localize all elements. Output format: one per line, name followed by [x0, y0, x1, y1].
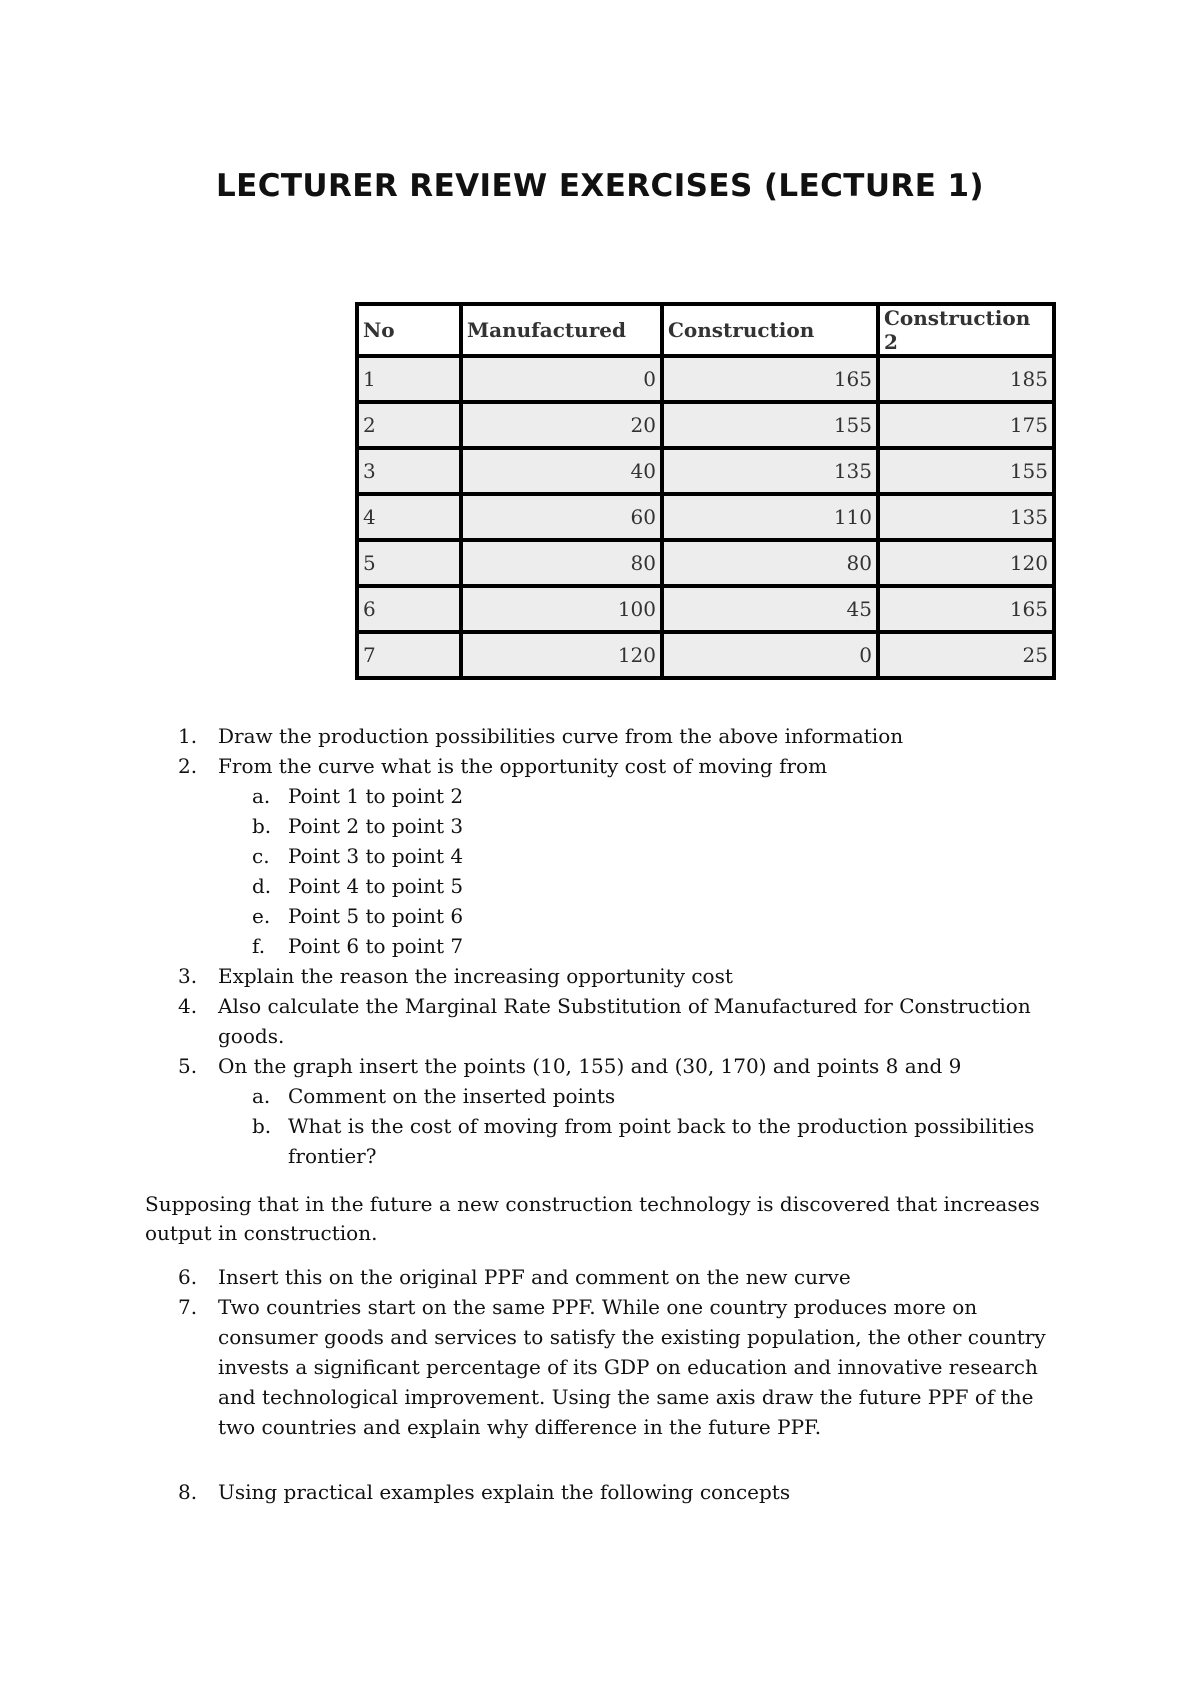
question-item — [178, 751, 1058, 781]
question-list-2 — [178, 1262, 1058, 1442]
question-number: 5. — [178, 1054, 198, 1078]
sub-question-letter: f. — [252, 934, 266, 958]
question-list-3 — [178, 1477, 1058, 1507]
question-number: 1. — [178, 724, 198, 748]
question-number: 4. — [178, 994, 198, 1018]
page-title: LECTURER REVIEW EXERCISES (LECTURE 1) — [215, 168, 985, 204]
question-number: 8. — [178, 1480, 198, 1504]
question-text: Explain the reason the increasing opportunity cost — [218, 964, 733, 988]
cell-no: 5 — [357, 540, 461, 586]
question-text: Draw the production possibilities curve from the above information — [218, 724, 904, 748]
question-item — [178, 1051, 1058, 1081]
table-row — [357, 448, 1054, 494]
sub-question-text: Point 6 to point 7 — [288, 934, 464, 958]
question-item — [178, 1477, 1058, 1507]
sub-question-text: Point 2 to point 3 — [288, 814, 464, 838]
question-number: 2. — [178, 754, 198, 778]
cell-manufactured: 100 — [461, 586, 662, 632]
question-text: On the graph insert the points (10, 155) and (30, 170) and points 8 and 9 — [218, 1054, 962, 1078]
sub-question-item — [178, 811, 1058, 841]
sub-question-text: Point 5 to point 6 — [288, 904, 464, 928]
table-header-row — [357, 304, 1054, 356]
cell-manufactured: 120 — [461, 632, 662, 678]
header-construction: Construction — [662, 304, 878, 356]
sub-question-text: Comment on the inserted points — [288, 1084, 616, 1108]
cell-manufactured: 20 — [461, 402, 662, 448]
sub-question-item — [178, 931, 1058, 961]
sub-question-item — [178, 1111, 1058, 1171]
header-no: No — [357, 304, 461, 356]
table-row — [357, 586, 1054, 632]
cell-construction: 135 — [662, 448, 878, 494]
cell-construction: 110 — [662, 494, 878, 540]
table-row — [357, 356, 1054, 402]
header-construction-2: Construction 2 — [878, 304, 1054, 356]
sub-question-item — [178, 781, 1058, 811]
cell-construction-2: 185 — [878, 356, 1054, 402]
sub-question-item — [178, 841, 1058, 871]
question-list — [178, 721, 1058, 1171]
table-row — [357, 402, 1054, 448]
cell-construction-2: 175 — [878, 402, 1054, 448]
question-item — [178, 1292, 1058, 1442]
cell-construction-2: 25 — [878, 632, 1054, 678]
cell-construction-2: 165 — [878, 586, 1054, 632]
cell-construction: 165 — [662, 356, 878, 402]
cell-manufactured: 40 — [461, 448, 662, 494]
sub-question-text: Point 4 to point 5 — [288, 874, 464, 898]
cell-no: 3 — [357, 448, 461, 494]
question-item — [178, 1262, 1058, 1292]
table-row — [357, 540, 1054, 586]
cell-construction: 45 — [662, 586, 878, 632]
cell-no: 6 — [357, 586, 461, 632]
sub-question-letter: d. — [252, 874, 272, 898]
sub-question-text: What is the cost of moving from point back to the production possibilities frontier? — [288, 1114, 1035, 1168]
question-number: 3. — [178, 964, 198, 988]
cell-no: 1 — [357, 356, 461, 402]
sub-question-letter: e. — [252, 904, 271, 928]
question-item — [178, 991, 1058, 1051]
sub-question-letter: c. — [252, 844, 270, 868]
data-table — [355, 302, 1056, 680]
question-number: 6. — [178, 1265, 198, 1289]
sub-question-letter: a. — [252, 784, 271, 808]
header-manufactured: Manufactured — [461, 304, 662, 356]
cell-no: 4 — [357, 494, 461, 540]
sub-question-letter: b. — [252, 814, 272, 838]
sub-question-item — [178, 871, 1058, 901]
cell-manufactured: 80 — [461, 540, 662, 586]
table-row — [357, 494, 1054, 540]
question-item — [178, 961, 1058, 991]
cell-construction: 155 — [662, 402, 878, 448]
question-text: Using practical examples explain the following concepts — [218, 1480, 791, 1504]
context-paragraph: Supposing that in the future a new construction technology is discovered that increases output in construction. — [145, 1192, 1040, 1245]
sub-question-item — [178, 901, 1058, 931]
question-text: Also calculate the Marginal Rate Substitution of Manufactured for Construction goods. — [218, 994, 1031, 1048]
cell-construction-2: 155 — [878, 448, 1054, 494]
cell-construction-2: 135 — [878, 494, 1054, 540]
question-text: Insert this on the original PPF and comment on the new curve — [218, 1265, 851, 1289]
cell-no: 7 — [357, 632, 461, 678]
cell-construction: 0 — [662, 632, 878, 678]
question-text: Two countries start on the same PPF. While one country produces more on consumer goods and services to satisfy the existing population, the other country invests a significant percentage of its GDP on education and innovative research and technological improvement. Using the same axis draw the future PPF of the two countries and explain why difference in the future PPF. — [218, 1295, 1046, 1439]
cell-construction: 80 — [662, 540, 878, 586]
cell-manufactured: 0 — [461, 356, 662, 402]
question-item — [178, 721, 1058, 751]
table-row — [357, 632, 1054, 678]
sub-question-text: Point 3 to point 4 — [288, 844, 464, 868]
sub-question-text: Point 1 to point 2 — [288, 784, 464, 808]
sub-question-letter: b. — [252, 1114, 272, 1138]
sub-question-letter: a. — [252, 1084, 271, 1108]
question-text: From the curve what is the opportunity cost of moving from — [218, 754, 828, 778]
cell-construction-2: 120 — [878, 540, 1054, 586]
cell-manufactured: 60 — [461, 494, 662, 540]
cell-no: 2 — [357, 402, 461, 448]
question-number: 7. — [178, 1295, 198, 1319]
sub-question-item — [178, 1081, 1058, 1111]
